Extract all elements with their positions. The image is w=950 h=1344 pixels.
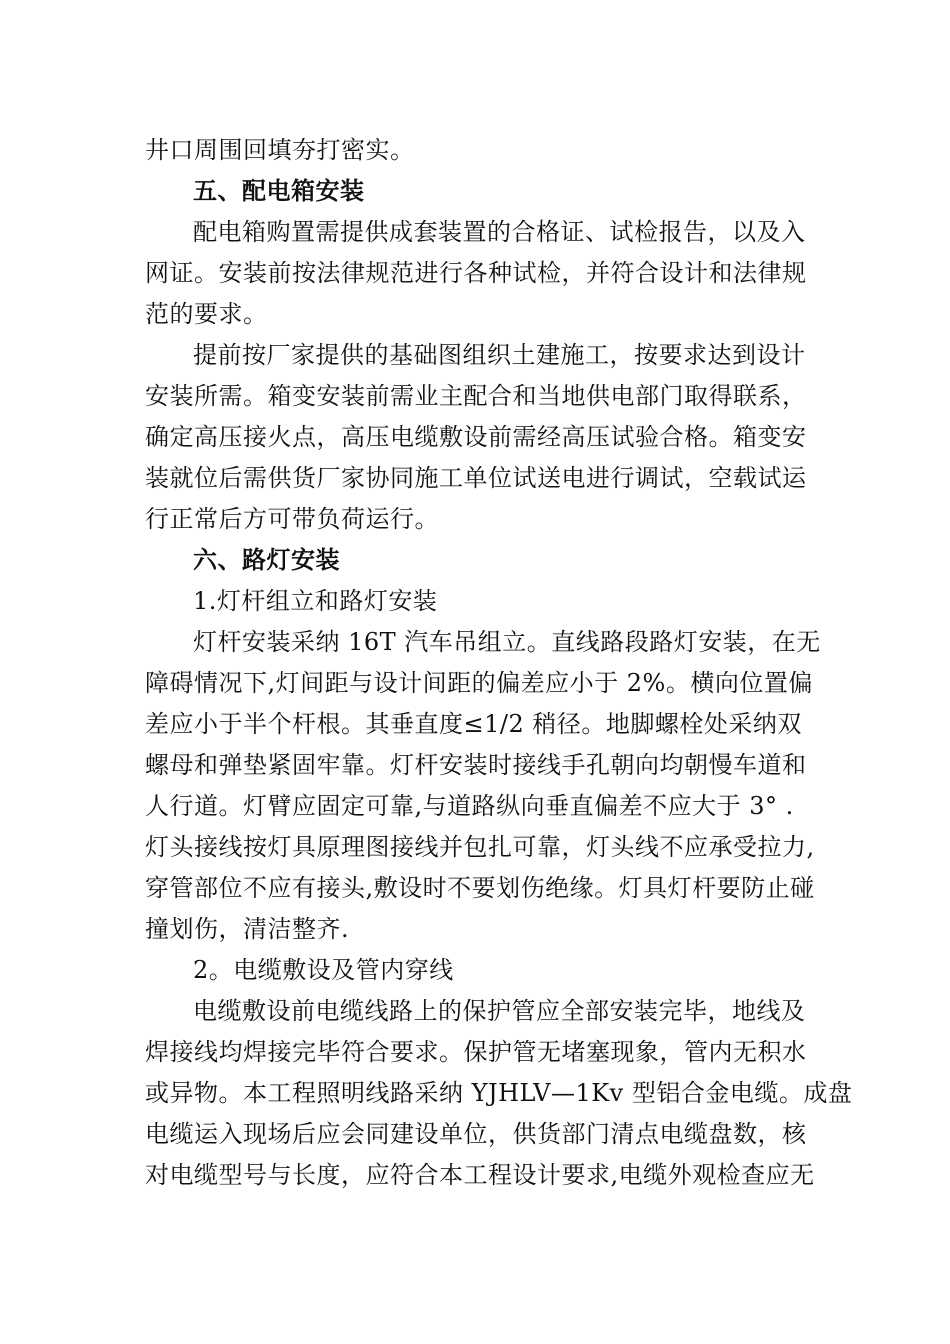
section-heading: 五、配电箱安装 [193, 177, 365, 205]
body-text-line: 范的要求。 [145, 300, 268, 328]
body-text-line: 网证。安装前按法律规范进行各种试检，并符合设计和法律规 [145, 259, 807, 287]
body-text-line: 障碍情况下,灯间距与设计间距的偏差应小于 2%。横向位置偏 [145, 669, 813, 697]
body-text-line: 提前按厂家提供的基础图组织土建施工，按要求达到设计 [193, 341, 806, 369]
subsection-heading: 1.灯杆组立和路灯安装 [193, 587, 438, 615]
body-text-line: 穿管部位不应有接头,敷设时不要划伤绝缘。灯具灯杆要防止碰 [145, 874, 815, 902]
body-text-line: 灯头接线按灯具原理图接线并包扎可靠，灯头线不应承受拉力, [145, 833, 815, 861]
body-text-line: 人行道。灯臂应固定可靠,与道路纵向垂直偏差不应大于 3° . [145, 792, 794, 820]
body-text-line: 配电箱购置需提供成套装置的合格证、试检报告，以及入 [193, 218, 806, 246]
body-text-line: 确定高压接火点，高压电缆敷设前需经高压试验合格。箱变安 [145, 423, 807, 451]
body-text-line: 电缆敷设前电缆线路上的保护管应全部安装完毕，地线及 [193, 997, 806, 1025]
subsection-heading: 2。电缆敷设及管内穿线 [193, 956, 454, 984]
body-text-line: 电缆运入现场后应会同建设单位，供货部门清点电缆盘数，核 [145, 1120, 807, 1148]
body-text-line: 差应小于半个杆根。其垂直度≤1/2 稍径。地脚螺栓处采纳双 [145, 710, 802, 738]
body-text-line: 装就位后需供货厂家协同施工单位试送电进行调试，空载试运 [145, 464, 807, 492]
body-text-line: 安装所需。箱变安装前需业主配合和当地供电部门取得联系， [145, 382, 807, 410]
body-text-line: 对电缆型号与长度，应符合本工程设计要求,电缆外观检查应无 [145, 1161, 815, 1189]
body-text-line: 灯杆安装采纳 16T 汽车吊组立。直线路段路灯安装，在无 [193, 628, 821, 656]
body-text-line: 撞划伤，清洁整齐. [145, 915, 350, 943]
body-text-line: 行正常后方可带负荷运行。 [145, 505, 439, 533]
body-text-line: 焊接线均焊接完毕符合要求。保护管无堵塞现象，管内无积水 [145, 1038, 807, 1066]
section-heading: 六、路灯安装 [193, 546, 340, 574]
body-text-line: 井口周围回填夯打密实。 [145, 136, 415, 164]
body-text-line: 或异物。本工程照明线路采纳 YJHLV—1Kv 型铝合金电缆。成盘 [145, 1079, 853, 1107]
body-text-line: 螺母和弹垫紧固牢靠。灯杆安装时接线手孔朝向均朝慢车道和 [145, 751, 807, 779]
